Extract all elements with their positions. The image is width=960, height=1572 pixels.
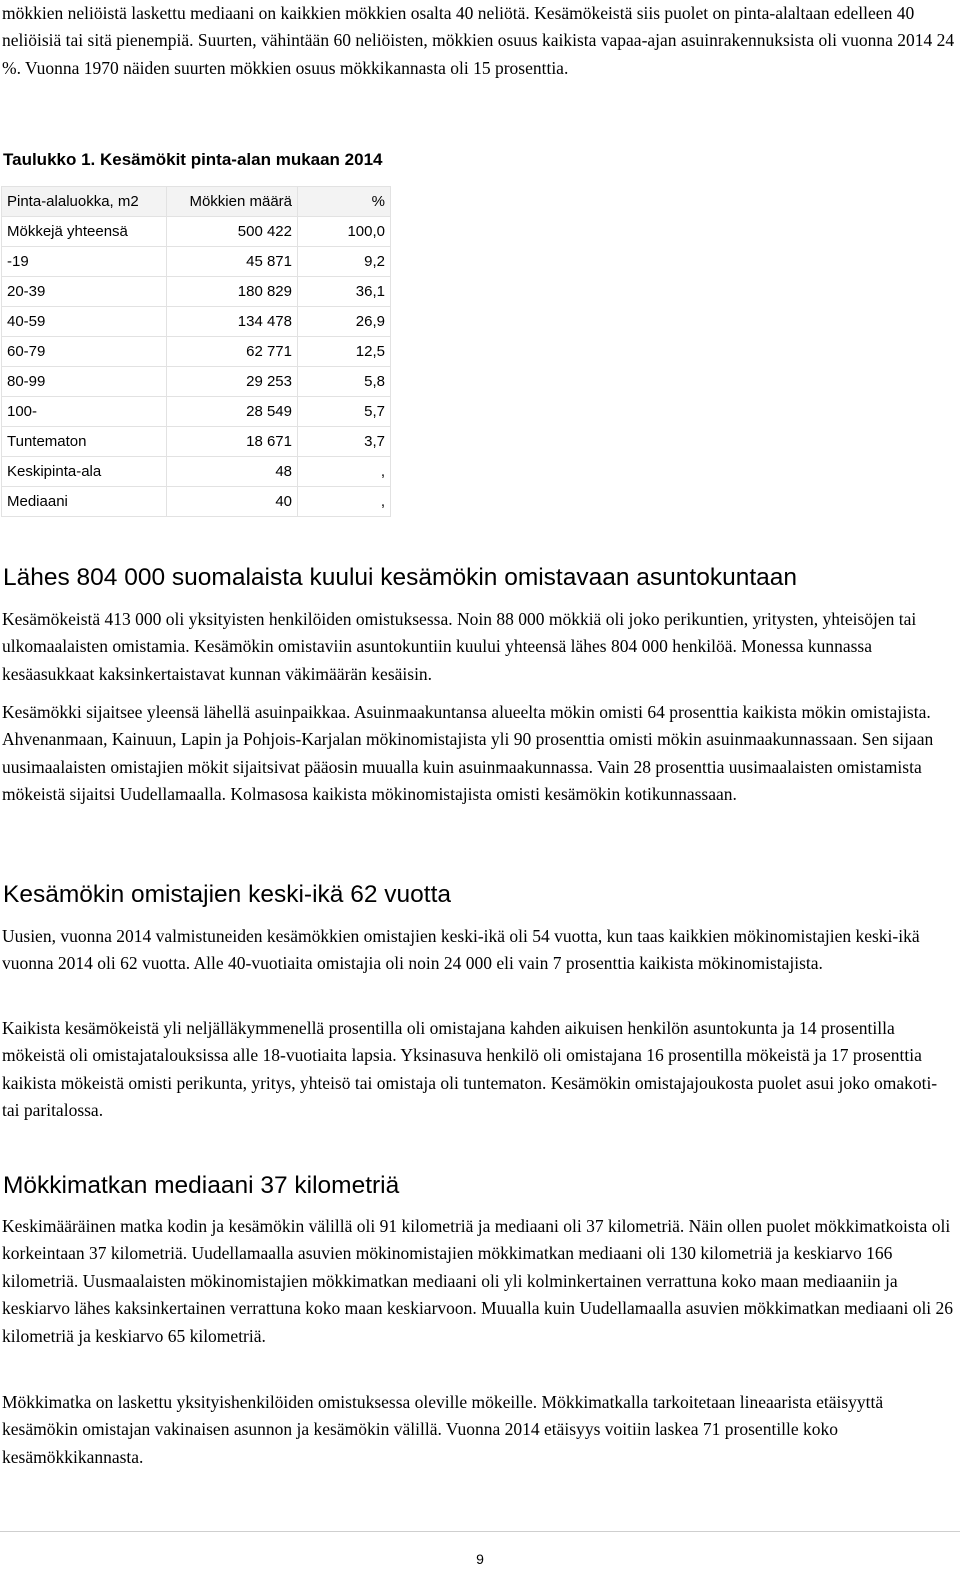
table-cell: Mediaani [2,487,167,517]
column-header: % [298,187,391,217]
column-header: Mökkien määrä [167,187,298,217]
table-row [2,277,391,307]
column-header: Pinta-alaluokka, m2 [2,187,167,217]
age-paragraph-1: Uusien, vuonna 2014 valmistuneiden kesämökkien omistajien keski-ikä oli 54 vuotta, kun taas kaikkien mökinomistajien keski-ikä vuonna 2014 oli 62 vuotta. Alle 40-vuotiaita omistajia oli noin 24 000 eli vain 7 prosenttia kaikista mökinomistajista. [2,926,920,974]
table-cell: , [298,487,391,517]
table-cell: Keskipinta-ala [2,457,167,487]
table-cell: 80-99 [2,367,167,397]
table-cell: 100- [2,397,167,427]
table-cell: 12,5 [298,337,391,367]
table-cell: 9,2 [298,247,391,277]
table-cell: 45 871 [167,247,298,277]
owners-paragraph-2: Kesämökki sijaitsee yleensä lähellä asuinpaikkaa. Asuinmaakuntansa alueelta mökin omisti 64 prosenttia kaikista mökin omistajista. Ahvenanmaan, Kainuun, Lapin ja Pohjois-Karjalan mökinomistajista yli 90 prosenttia omisti mökin asuinmaakunnassaan. Sen sijaan uusimaalaisten omistajien mökit sijaitsivat pääosin muualla kuin asuinmaakunnassa. Vain 28 prosenttia uusimaalaisten omistamista mökeistä sijaitsi Uudellamaalla. Kolmasosa kaikista mökinomistajista omisti kesämökin kotikunnassaan. [2,702,934,805]
table-header-row [2,187,391,217]
page-number: 9 [476,1551,484,1567]
table-cell: 28 549 [167,397,298,427]
section-heading-owners: Lähes 804 000 suomalaista kuului kesämökin omistavaan asuntokuntaan [3,564,798,591]
table-row [2,397,391,427]
table-cell: Tuntematon [2,427,167,457]
table-row [2,457,391,487]
age-paragraph-2: Kaikista kesämökeistä yli neljälläkymmenellä prosentilla oli omistajana kahden aikuisen henkilön asuntokunta ja 14 prosentilla mökeistä oli omistajatalouksissa alle 18-vuotiaita lapsia. Yksinasuva henkilö oli omistajana 16 prosentilla mökeistä ja 17 prosenttia kaikista mökeistä omisti perikunta, yritys, yhteisö tai omistaja oli tuntematon. Kesämökin omistajajoukosta puolet asui joko omakoti- tai paritalossa. [2,1018,938,1121]
table-cell: 40-59 [2,307,167,337]
table-cell: 180 829 [167,277,298,307]
section-heading-age: Kesämökin omistajien keski-ikä 62 vuotta [3,881,452,908]
intro-paragraph: mökkien neliöistä laskettu mediaani on kaikkien mökkien osalta 40 neliötä. Kesämökeistä siis puolet on pinta-alaltaan edelleen 40 neliöisiä tai sitä pienempiä. Suurten, vähintään 60 neliöisten, mökkien osuus kaikista vapaa-ajan asuinrakennuksista oli vuonna 2014 24 %. Vuonna 1970 näiden suurten mökkien osuus mökkikannasta oli 15 prosenttia. [2,3,955,78]
section-heading-distance: Mökkimatkan mediaani 37 kilometriä [3,1172,400,1199]
table-cell: 500 422 [167,217,298,247]
table-cell: Mökkejä yhteensä [2,217,167,247]
table-cell: 18 671 [167,427,298,457]
table-row [2,307,391,337]
table-row [2,247,391,277]
table-cell: 29 253 [167,367,298,397]
table-row [2,337,391,367]
table-row [2,427,391,457]
table-caption: Taulukko 1. Kesämökit pinta-alan mukaan 2014 [3,150,383,169]
table-cell: 5,7 [298,397,391,427]
table-cell: 20-39 [2,277,167,307]
table-cell: 3,7 [298,427,391,457]
footer-divider [0,1531,960,1532]
distance-paragraph-2: Mökkimatka on laskettu yksityishenkilöiden omistuksessa oleville mökeille. Mökkimatkalla tarkoitetaan lineaarista etäisyyttä kesämökin omistajan vakinaisen asunnon ja kesämökin välillä. Vuonna 2014 etäisyys voitiin laskea 71 prosentille koko kesämökkikannasta. [2,1392,884,1467]
table-cell: , [298,457,391,487]
table-row [2,487,391,517]
table-cell: 40 [167,487,298,517]
table-cell: 134 478 [167,307,298,337]
table-cell: 48 [167,457,298,487]
data-table [1,186,391,517]
table-cell: 100,0 [298,217,391,247]
table-row [2,217,391,247]
owners-paragraph-1: Kesämökeistä 413 000 oli yksityisten henkilöiden omistuksessa. Noin 88 000 mökkiä oli joko perikuntien, yritysten, yhteisöjen tai ulkomaalaisten omistamia. Kesämökin omistaviin asuntokuntiin kuului yhteensä lähes 804 000 henkilöä. Monessa kunnassa kesäasukkaat kaksinkertaistavat kunnan väkimäärän kesäisin. [2,609,917,684]
distance-paragraph-1: Keskimääräinen matka kodin ja kesämökin välillä oli 91 kilometriä ja mediaani oli 37 kilometriä. Näin ollen puolet mökkimatkoista oli korkeintaan 37 kilometriä. Uudellamaalla asuvien mökinomistajien mökkimatkan mediaani oli 130 kilometriä ja keskiarvo 166 kilometriä. Uusmaalaisten mökinomistajien mökkimatkan mediaani oli yli kolminkertainen verrattuna koko maan mediaaniin ja keskiarvo lähes kaksinkertainen verrattuna koko maan keskiarvoon. Muualla kuin Uudellamaalla asuvien mökkimatkan mediaani oli 26 kilometriä ja keskiarvo 65 kilometriä. [2,1216,954,1346]
table-row [2,367,391,397]
table-cell: 62 771 [167,337,298,367]
table-cell: 5,8 [298,367,391,397]
table-cell: -19 [2,247,167,277]
table-cell: 60-79 [2,337,167,367]
table-cell: 26,9 [298,307,391,337]
table-cell: 36,1 [298,277,391,307]
